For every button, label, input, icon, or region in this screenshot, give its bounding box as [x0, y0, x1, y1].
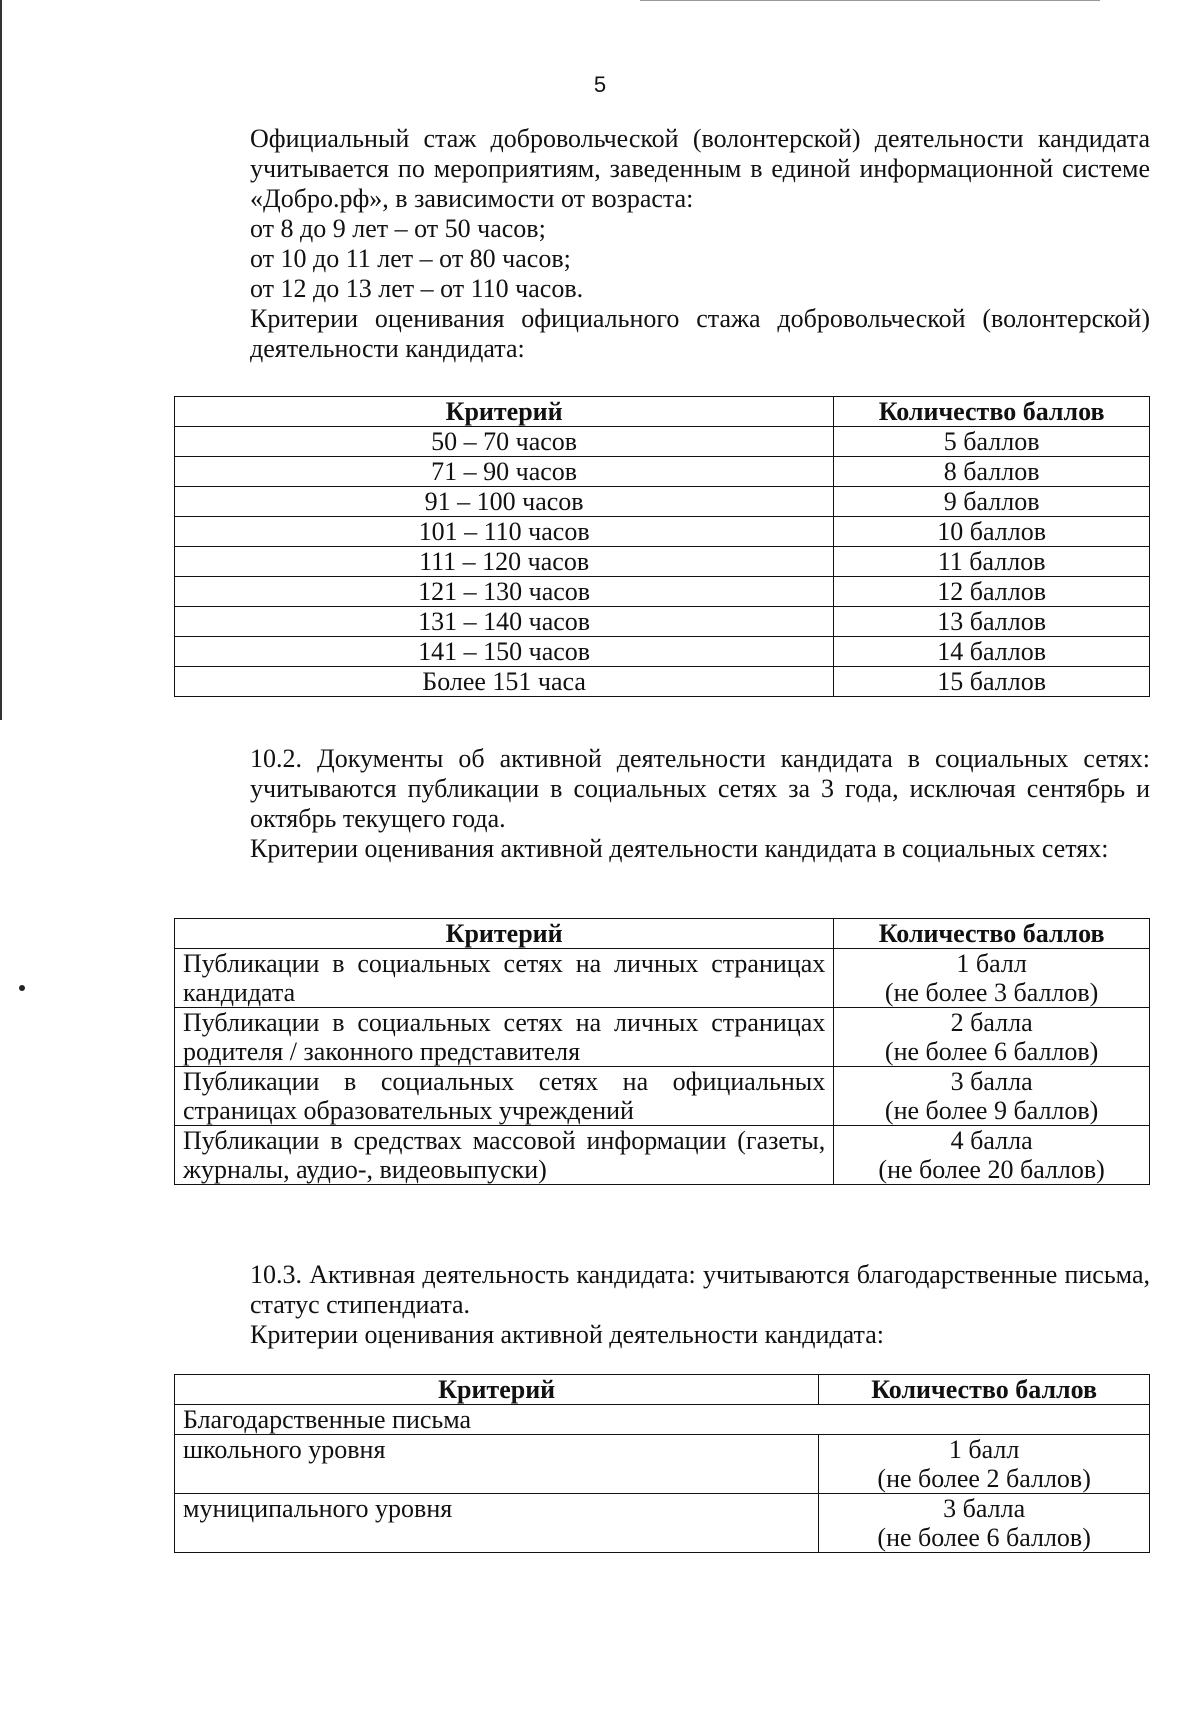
points-value: 1 балл [956, 949, 1027, 978]
section-10-3-paragraph: 10.3. Активная деятельность кандидата: учитываются благодарственные письма, статус стипендиата. [250, 1260, 1150, 1319]
points-cell [834, 1067, 1150, 1126]
points-cell: 12 баллов [834, 577, 1150, 607]
table-row [175, 1435, 1150, 1494]
table-header-row [175, 919, 1150, 949]
social-media-table [174, 918, 1150, 1185]
table-row [175, 667, 1150, 697]
points-value: 4 балла [950, 1126, 1033, 1155]
criterion-cell: 50 – 70 часов [175, 427, 834, 457]
points-cell: 5 баллов [834, 427, 1150, 457]
points-value: 3 балла [943, 1494, 1026, 1523]
gratitude-letters-table [174, 1374, 1150, 1553]
table-header-row [175, 1375, 1150, 1405]
criterion-cell: Публикации в социальных сетях на личных страницах родителя / законного представителя [175, 1008, 834, 1067]
points-limit: (не более 20 баллов) [878, 1155, 1105, 1184]
points-cell: 10 баллов [834, 517, 1150, 547]
points-cell [834, 1126, 1150, 1185]
criterion-cell: Публикации в социальных сетях на личных страницах кандидата [175, 949, 834, 1008]
points-cell [819, 1435, 1150, 1494]
table-row [175, 1008, 1150, 1067]
criterion-cell: 131 – 140 часов [175, 607, 834, 637]
table-row [175, 1494, 1150, 1553]
section-10-2-criteria-intro: Критерии оценивания активной деятельности кандидата в социальных сетях: [250, 834, 1109, 863]
criterion-cell: Публикации в средствах массовой информации (газеты, журналы, аудио-, видеовыпуски) [175, 1126, 834, 1185]
criterion-cell: Публикации в социальных сетях на официальных страницах образовательных учреждений [175, 1067, 834, 1126]
points-cell: 13 баллов [834, 607, 1150, 637]
section-10-2-paragraph: 10.2. Документы об активной деятельности кандидата в социальных сетях: учитываются публикации в социальных сетях за 3 года, исключая сентябрь и октябрь текущего года. [250, 744, 1150, 833]
criterion-cell: 111 – 120 часов [175, 547, 834, 577]
table-row [175, 517, 1150, 547]
scan-top-line [640, 0, 1100, 1]
criterion-cell: муниципального уровня [175, 1494, 819, 1553]
criterion-cell: 121 – 130 часов [175, 577, 834, 607]
points-value: 1 балл [948, 1435, 1020, 1464]
scan-edge-line [0, 0, 2, 720]
points-value: 3 балла [950, 1067, 1033, 1096]
table-header-row [175, 397, 1150, 427]
points-value: 2 балла [950, 1008, 1033, 1037]
section-10-3-criteria-intro: Критерии оценивания активной деятельности кандидата: [250, 1320, 884, 1349]
header-criterion: Критерий [175, 397, 834, 427]
header-criterion: Критерий [175, 919, 834, 949]
criterion-cell: Более 151 часа [175, 667, 834, 697]
page-number: 5 [593, 72, 607, 97]
points-limit: (не более 6 баллов) [884, 1037, 1099, 1066]
table-row [175, 547, 1150, 577]
table-row [175, 949, 1150, 1008]
table-row [175, 1067, 1150, 1126]
criterion-cell: 71 – 90 часов [175, 457, 834, 487]
header-points: Количество баллов [819, 1375, 1150, 1405]
age-item: от 10 до 11 лет – от 80 часов; [250, 244, 571, 273]
table-row [175, 577, 1150, 607]
points-cell: 14 баллов [834, 637, 1150, 667]
age-item: от 12 до 13 лет – от 110 часов. [250, 274, 584, 303]
table-group-row [175, 1405, 1150, 1435]
points-limit: (не более 2 баллов) [877, 1464, 1091, 1493]
table-row [175, 487, 1150, 517]
volunteer-hours-table [174, 396, 1150, 697]
points-limit: (не более 9 баллов) [884, 1096, 1099, 1125]
table-row [175, 607, 1150, 637]
points-limit: (не более 3 баллов) [884, 978, 1099, 1007]
table-row [175, 1126, 1150, 1185]
group-label: Благодарственные письма [175, 1405, 1150, 1435]
criterion-cell: 141 – 150 часов [175, 637, 834, 667]
criterion-cell: школьного уровня [175, 1435, 819, 1494]
table-row [175, 427, 1150, 457]
points-cell [819, 1494, 1150, 1553]
criteria-intro-1: Критерии оценивания официального стажа добровольческой (волонтерской) деятельности кандидата: [250, 304, 1150, 363]
header-criterion: Критерий [175, 1375, 819, 1405]
header-points: Количество баллов [834, 397, 1150, 427]
table-row [175, 637, 1150, 667]
header-points: Количество баллов [834, 919, 1150, 949]
intro-paragraph: Официальный стаж добровольческой (волонтерской) деятельности кандидата учитывается по мероприятиям, заведенным в единой информационной системе «Добро.рф», в зависимости от возраста: [250, 124, 1150, 213]
points-cell [834, 1008, 1150, 1067]
points-cell: 9 баллов [834, 487, 1150, 517]
criterion-cell: 91 – 100 часов [175, 487, 834, 517]
scan-dot [19, 985, 25, 991]
points-cell [834, 949, 1150, 1008]
table-row [175, 457, 1150, 487]
points-cell: 15 баллов [834, 667, 1150, 697]
age-item: от 8 до 9 лет – от 50 часов; [250, 214, 546, 243]
criterion-cell: 101 – 110 часов [175, 517, 834, 547]
points-limit: (не более 6 баллов) [877, 1523, 1091, 1552]
points-cell: 8 баллов [834, 457, 1150, 487]
points-cell: 11 баллов [834, 547, 1150, 577]
